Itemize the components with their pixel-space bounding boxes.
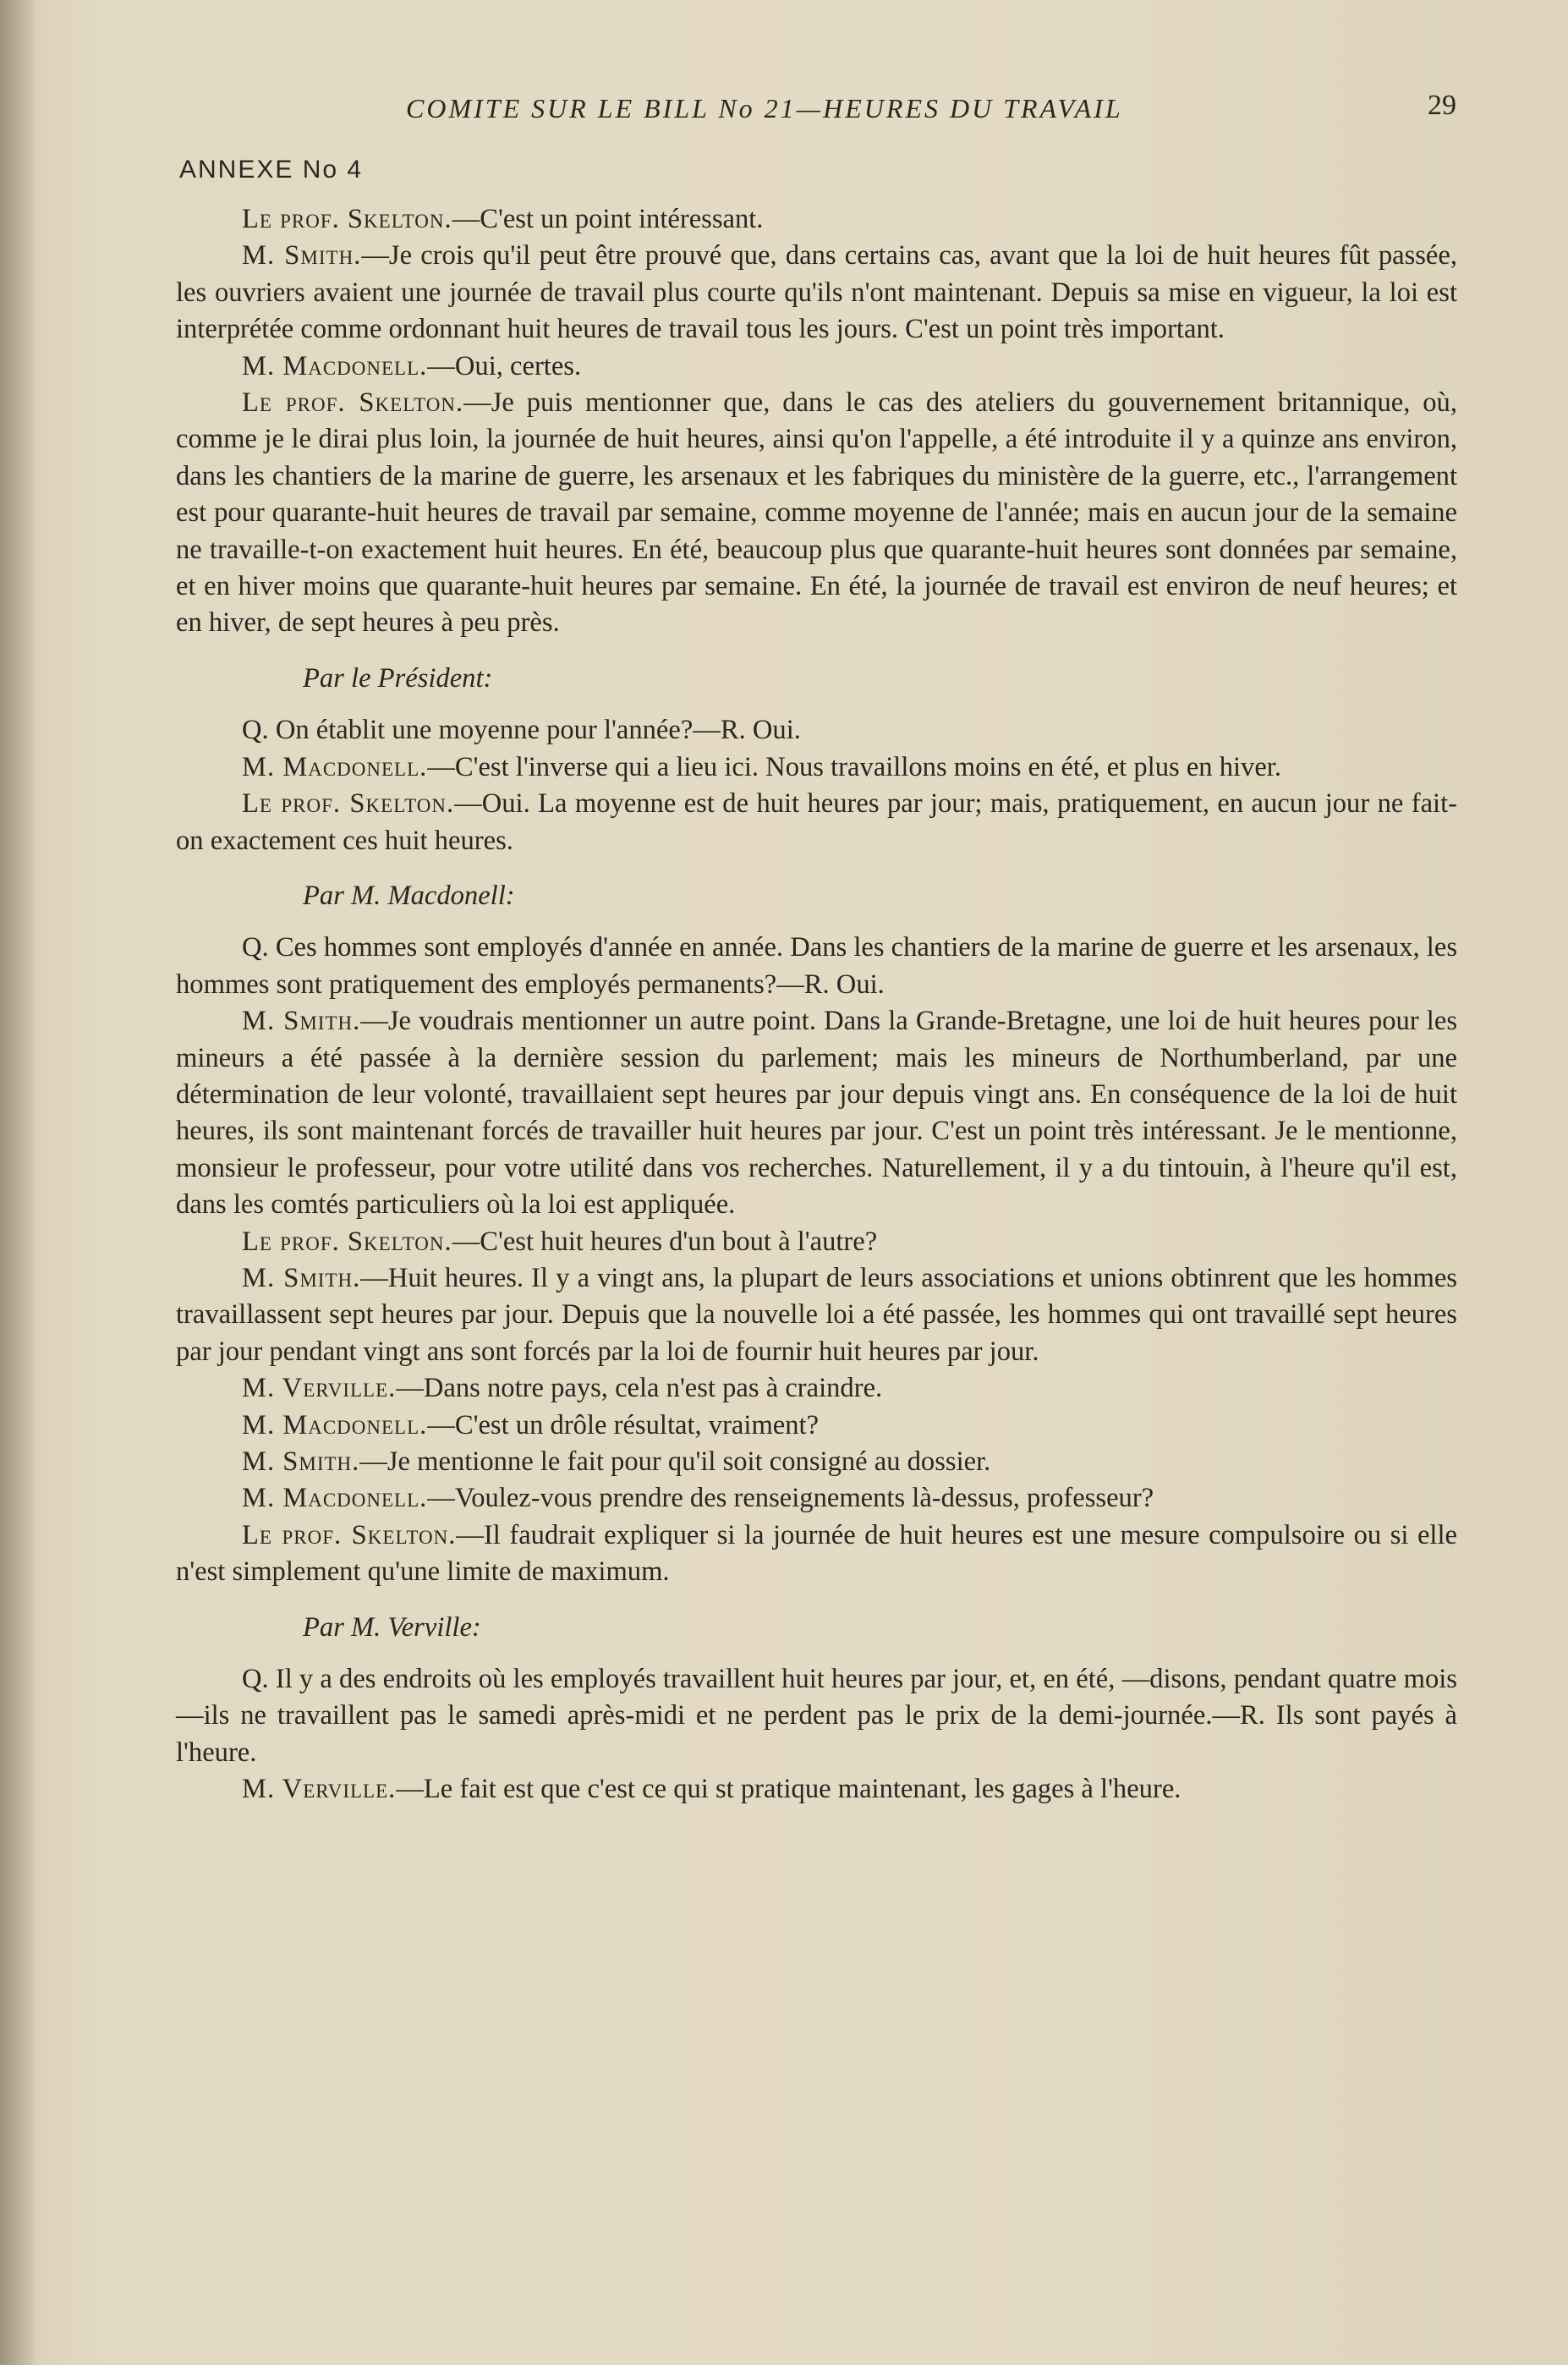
section-heading: Par M. Verville: bbox=[303, 1611, 481, 1643]
speaker-name: Le prof. Skelton. bbox=[242, 387, 464, 419]
paragraph bbox=[176, 1444, 1457, 1480]
paragraph-text: —Huit heures. Il y a vingt ans, la plupart de leurs associations et unions obtinrent que les hommes travaillassent sept heures par jour. Depuis que la nouvelle loi a été passée, les hommes qui ont travaillé sept heures par jour pendant vingt ans sont forcés par la loi de fournir huit heures par jour. bbox=[176, 1262, 1457, 1367]
speaker-name: M. Smith. bbox=[242, 1262, 361, 1293]
paragraph bbox=[176, 1003, 1457, 1223]
paragraph-text: —Oui. La moyenne est de huit heures par jour; mais, pratiquement, en aucun jour ne fait-on exactement ces huit heures. bbox=[176, 788, 1457, 856]
page-binding-shadow bbox=[0, 0, 36, 2365]
speaker-name: M. Macdonell. bbox=[242, 1409, 428, 1440]
section-heading: Par M. Macdonell: bbox=[303, 880, 515, 911]
paragraph bbox=[176, 1480, 1457, 1517]
paragraph bbox=[176, 930, 1457, 1003]
body-text bbox=[176, 201, 1457, 1808]
paragraph bbox=[176, 238, 1457, 348]
speaker-name: Le prof. Skelton. bbox=[242, 1519, 457, 1550]
speaker-name: Le prof. Skelton. bbox=[242, 1226, 452, 1257]
speaker-name: M. Verville. bbox=[242, 1373, 397, 1404]
paragraph-text: —Le fait est que c'est ce qui st pratique maintenant, les gages à l'heure. bbox=[396, 1774, 1181, 1805]
speaker-name: M. Smith. bbox=[242, 1446, 360, 1477]
paragraph bbox=[176, 1517, 1457, 1591]
paragraph-text: —Je puis mentionner que, dans le cas des ateliers du gouvernement britannique, où, comme je le dirai plus loin, la journée de huit heures, ainsi qu'on l'appelle, a été introduite il y a quinze ans environ, dans les chantiers de la marine de guerre, les arsenaux et les fabriques du ministère de la guerre, etc., l'arrangement est pour quarante-huit heures de travail par semaine, comme moyenne de l'année; mais en aucun jour de la semaine ne travaille-t-on exactement huit heures. En été, beaucoup plus que quarante-huit heures sont données par semaine, et en hiver moins que quarante-huit heures par semaine. En été, la journée de travail est environ de neuf heures; et en hiver, de sept heures à peu près. bbox=[176, 387, 1457, 639]
speaker-name: Le prof. Skelton. bbox=[242, 788, 455, 820]
paragraph-text: —Je crois qu'il peut être prouvé que, dans certains cas, avant que la loi de huit heures fût passée, les ouvriers avaient une journée de travail plus courte qu'ils n'ont maintenant. Depuis sa mise en vigueur, la loi est interprétée comme ordonnant huit heures de travail tous les jours. C'est un point très important. bbox=[176, 240, 1457, 345]
paragraph-text: Q. On établit une moyenne pour l'année?—R. Oui. bbox=[242, 715, 801, 746]
page-number: 29 bbox=[1428, 90, 1456, 121]
paragraph bbox=[176, 1224, 1457, 1260]
paragraph bbox=[176, 1661, 1457, 1771]
speaker-name: M. Smith. bbox=[242, 1006, 361, 1037]
paragraph-text: Q. Il y a des endroits où les employés travaillent huit heures par jour, et, en été, —disons, pendant quatre mois—ils ne travaillent pas le samedi après-midi et ne perdent pas le prix de la demi-journée.—R. Ils sont payés à l'heure. bbox=[176, 1664, 1457, 1768]
paragraph bbox=[176, 1407, 1457, 1444]
paragraph bbox=[176, 749, 1457, 786]
paragraph-text: —Je voudrais mentionner un autre point. Dans la Grande-Bretagne, une loi de huit heures pour les mineurs a été passée à la dernière session du parlement; mais les mineurs de Northumberland, par une détermination de leur volonté, travaillaient sept heures par jour depuis vingt ans. En conséquence de la loi de huit heures, ils sont maintenant forcés de travailler huit heures par jour. C'est un point très intéressant. Je le mentionne, monsieur le professeur, pour votre utilité dans vos recherches. Naturellement, il y a du tintouin, à l'heure qu'il est, dans les comtés particuliers où la loi est appliquée. bbox=[176, 1006, 1457, 1221]
paragraph-text: —Il faudrait expliquer si la journée de huit heures est une mesure compulsoire ou si elle n'est simplement qu'une limite de maximum. bbox=[176, 1519, 1457, 1588]
paragraph bbox=[176, 712, 1457, 749]
paragraph bbox=[176, 1771, 1457, 1808]
paragraph-text: —C'est un point intéressant. bbox=[452, 204, 764, 234]
speaker-name: Le prof. Skelton. bbox=[242, 204, 452, 234]
paragraph-text: —Dans notre pays, cela n'est pas à craindre. bbox=[396, 1373, 883, 1404]
speaker-name: M. Macdonell. bbox=[242, 350, 428, 381]
paragraph bbox=[176, 348, 1457, 385]
speaker-name: M. Verville. bbox=[242, 1774, 397, 1805]
paragraph-text: —C'est un drôle résultat, vraiment? bbox=[427, 1409, 820, 1440]
paragraph-text: —Voulez-vous prendre des renseignements là-dessus, professeur? bbox=[427, 1483, 1154, 1514]
annex-label: ANNEXE No 4 bbox=[179, 156, 364, 184]
paragraph bbox=[176, 385, 1457, 642]
paragraph-text: —C'est l'inverse qui a lieu ici. Nous travaillons moins en été, et plus en hiver. bbox=[427, 751, 1281, 782]
paragraph-text: —Oui, certes. bbox=[427, 350, 582, 381]
section-heading: Par le Président: bbox=[303, 662, 493, 694]
speaker-name: M. Macdonell. bbox=[242, 751, 428, 782]
paragraph bbox=[176, 201, 1457, 238]
speaker-name: M. Macdonell. bbox=[242, 1483, 428, 1514]
paragraph bbox=[176, 1370, 1457, 1407]
paragraph-text: —Je mentionne le fait pour qu'il soit consigné au dossier. bbox=[359, 1446, 991, 1477]
running-title: COMITE SUR LE BILL No 21—HEURES DU TRAVAIL bbox=[406, 93, 1123, 123]
paragraph-text: —C'est huit heures d'un bout à l'autre? bbox=[452, 1226, 878, 1257]
paragraph-text: Q. Ces hommes sont employés d'année en année. Dans les chantiers de la marine de guerre et les arsenaux, les hommes sont pratiquement des employés permanents?—R. Oui. bbox=[176, 932, 1458, 1000]
paragraph bbox=[176, 786, 1457, 859]
paragraph bbox=[176, 1260, 1457, 1370]
speaker-name: M. Smith. bbox=[242, 240, 362, 272]
